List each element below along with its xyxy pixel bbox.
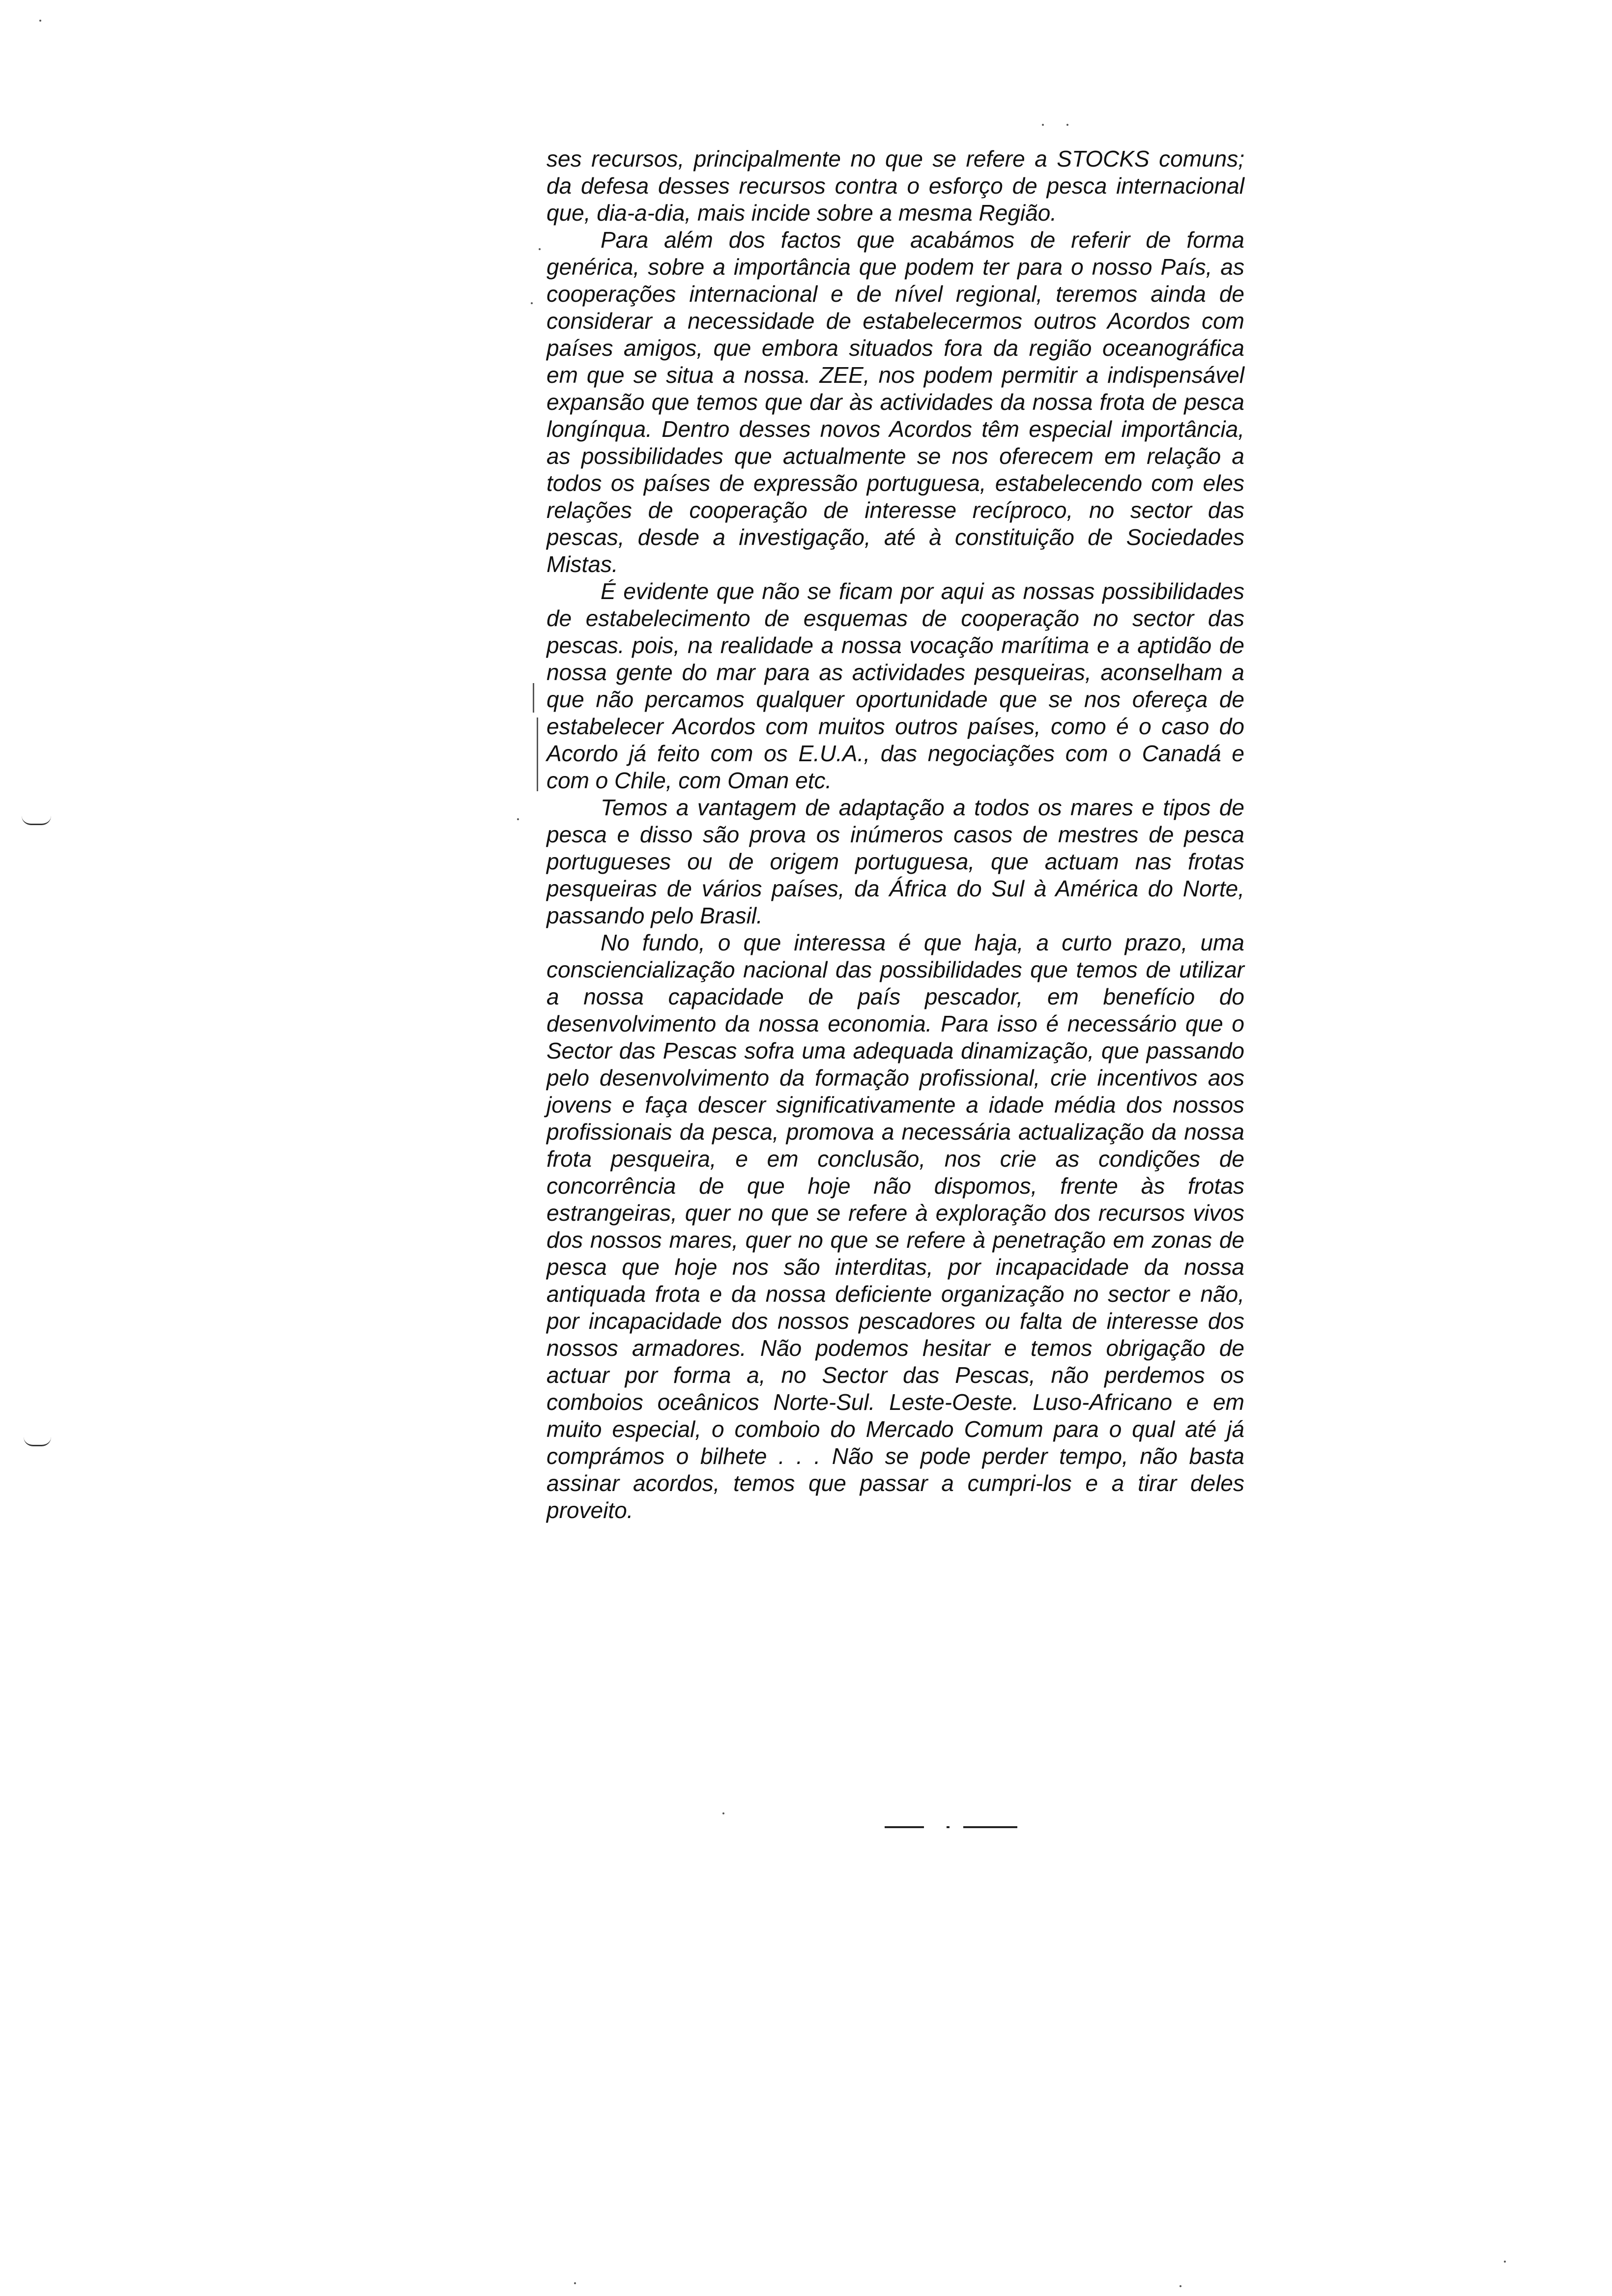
paragraph-cooperation-possibilities: É evidente que não se ficam por aqui as nossas possibilidades de estabelecimento de esquemas de cooperação no sector das pescas. pois, na realidade a nossa vocação marítima e a aptidão de nossa gente do mar para as actividades pesqueiras, aconselham a que não percamos qualquer oportunidade que se nos ofereça de estabelecer Acordos com muitos outros países, como é o caso do Acordo já feito com os E.U.A., das negociações com o Canadá e com o Chile, com Oman etc.: [547, 578, 1244, 793]
paragraph-national-awareness: No fundo, o que interessa é que haja, a curto prazo, uma consciencialização nacional das possibilidades que temos de utilizar a nossa capacidade de país pescador, em benefício do desenvolvimento da nossa economia. Para isso é necessário que o Sector das Pescas sofra uma adequada dinamização, que passando pelo desenvolvimento da formação profissional, crie incentivos aos jovens e faça descer significativamente a idade média dos nossos profissionais da pesca, promova a necessária actualização da nossa frota pesqueira, e em conclusão, nos crie as condições de concorrência de que hoje não dispomos, frente às frotas estrangeiras, quer no que se refere à exploração dos recursos vivos dos nossos mares, quer no que se refere à penetração em zonas de pesca que hoje nos são interditas, por incapacidade da nossa antiquada frota e da nossa deficiente organização no sector e não, por incapacidade dos nossos pescadores ou falta de interesse dos nossos armadores. Não podemos hesitar e temos obrigação de actuar por forma a, no Sector das Pescas, não perdemos os comboios oceânicos Norte-Sul. Leste-Oeste. Luso-Africano e em muito especial, o comboio do Mercado Comum para o qual até já comprámos o bilhete . . . Não se pode perder tempo, não basta assinar acordos, temos que passar a cumpri-los e a tirar deles proveito.: [547, 930, 1244, 1523]
scan-speck: [722, 1812, 724, 1814]
end-rule-segment: [885, 1826, 924, 1828]
scan-speck: [539, 248, 541, 250]
binding-hole-mark: [24, 1437, 51, 1446]
paragraph-stocks-defense: ses recursos, principalmente no que se refere a STOCKS comuns; da defesa desses recursos contra o esforço de pesca internacional que, dia-a-dia, mais incide sobre a mesma Região.: [547, 146, 1244, 226]
margin-scan-mark: [537, 718, 538, 791]
scan-speck: [517, 818, 519, 820]
scan-speck: [1042, 124, 1044, 126]
binding-hole-mark: [22, 816, 51, 825]
end-rule-segment: [963, 1826, 1017, 1828]
paragraph-adaptation-advantage: Temos a vantagem de adaptação a todos os mares e tipos de pesca e disso são prova os inúmeros casos de mestres de pesca portugueses ou de origem portuguesa, que actuam nas frotas pesqueiras de vários países, da África do Sul à América do Norte, passando pelo Brasil.: [547, 795, 1244, 928]
paragraph-international-agreements: Para além dos factos que acabámos de referir de forma genérica, sobre a importância que podem ter para o nosso País, as cooperações internacional e de nível regional, teremos ainda de considerar a necessidade de estabelecermos outros Acordos com países amigos, que embora situados fora da região oceanográfica em que se situa a nossa. ZEE, nos podem permitir a indispensável expansão que temos que dar às actividades da nossa frota de pesca longínqua. Dentro desses novos Acordos têm especial importância, as possibilidades que actualmente se nos oferecem em relação a todos os países de expressão portuguesa, estabelecendo com eles relações de cooperação de interesse recíproco, no sector das pescas, desde a investigação, até à constituição de Sociedades Mistas.: [547, 227, 1244, 577]
scan-speck: [531, 302, 533, 304]
body-text-column: [547, 145, 1244, 1524]
scan-speck: [1180, 2285, 1181, 2287]
scan-speck: [1066, 124, 1068, 126]
scan-speck: [1504, 2261, 1506, 2263]
end-rule-segment: [947, 1826, 950, 1828]
scan-speck: [574, 2282, 576, 2284]
scan-speck: [39, 20, 41, 22]
margin-scan-mark: [533, 683, 534, 713]
